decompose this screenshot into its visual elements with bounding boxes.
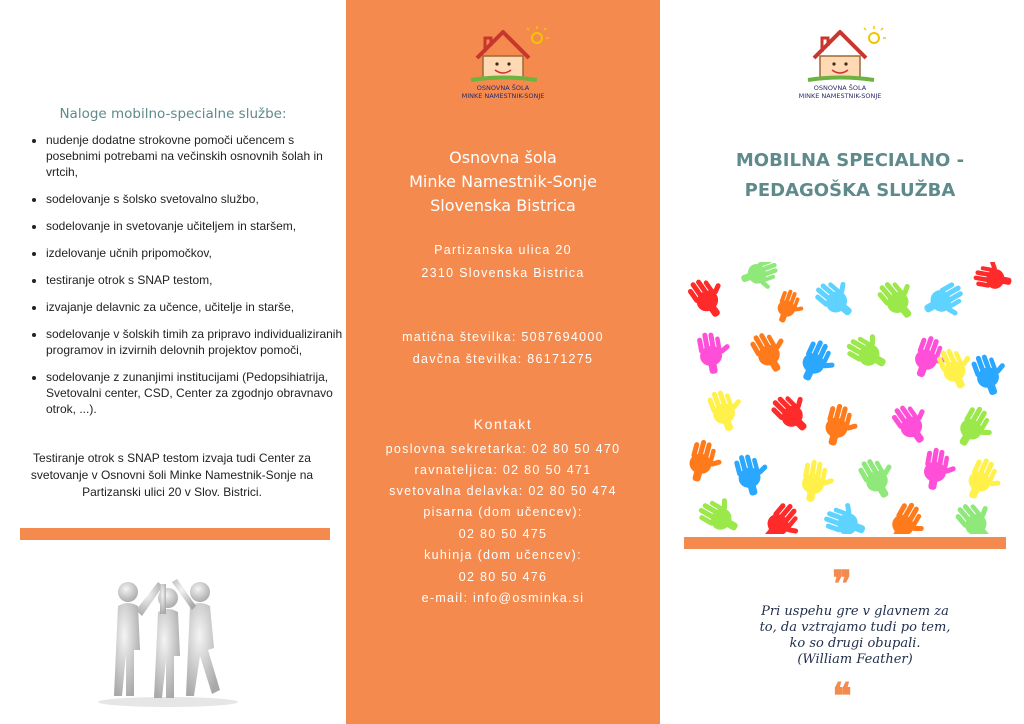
- tasks-list: [28, 132, 346, 428]
- contact-line: pisarna (dom učencev):: [423, 505, 583, 519]
- divider-bar: [20, 528, 330, 540]
- logo-text-2: MINKE NAMESTNIK-SONJE: [461, 92, 545, 100]
- contact-line: kuhinja (dom učencev):: [424, 548, 582, 562]
- list-item: • sodelovanje v šolskih timih za pripravo individualiziranih programov in izvirnih delovnih projektov pomoči,: [46, 326, 346, 358]
- registration-number: matična številka: 5087694000: [402, 330, 604, 344]
- quote-line: Pri uspehu gre v glavnem za: [761, 604, 949, 619]
- list-item: • izvajanje delavnic za učence, učitelje in starše,: [46, 299, 346, 315]
- middle-panel: [346, 0, 660, 724]
- quote-line: to, da vztrajamo tudi po tem,: [759, 620, 951, 635]
- quote-author: (William Feather): [797, 652, 913, 667]
- list-item: • sodelovanje in svetovanje učiteljem in staršem,: [46, 218, 346, 234]
- contact-line: svetovalna delavka: 02 80 50 474: [389, 484, 617, 498]
- colorful-hands-image: [682, 262, 1012, 534]
- contact-heading: Kontakt: [473, 416, 533, 432]
- contact-line: poslovna sekretarka: 02 80 50 470: [385, 442, 621, 456]
- quote: [740, 604, 970, 668]
- divider-bar: [684, 537, 1006, 549]
- contact-line: 02 80 50 475: [458, 527, 548, 541]
- school-logo: [790, 20, 890, 100]
- main-title-line: PEDAGOŠKA SLUŽBA: [744, 180, 956, 201]
- quote-line: ko so drugi obupali.: [789, 636, 921, 651]
- quote-open-icon: ❞: [832, 563, 852, 605]
- list-item: • izdelovanje učnih pripomočkov,: [46, 245, 346, 261]
- tax-number: davčna številka: 86171275: [412, 352, 594, 366]
- left-panel: [0, 0, 346, 724]
- list-item: • sodelovanje s šolsko svetovalno službo,: [46, 191, 346, 207]
- snap-note: Testiranje otrok s SNAP testom izvaja tudi Center za svetovanje v Osnovni šoli Minke Namestnik-Sonje na Partizanski ulici 20 v Slov. Bistrici.: [30, 451, 314, 499]
- main-title-line: MOBILNA SPECIALNO -: [735, 150, 965, 171]
- teamwork-figures-image: [88, 570, 248, 710]
- quote-close-icon: ❝: [832, 675, 852, 717]
- list-item: • testiranje otrok s SNAP testom,: [46, 272, 346, 288]
- contact-line: ravnateljica: 02 80 50 471: [414, 463, 592, 477]
- school-logo: [453, 20, 553, 100]
- school-name: [346, 146, 660, 218]
- right-panel: [660, 0, 1024, 724]
- list-item: • sodelovanje z zunanjimi institucijami (Pedopsihiatrija, Svetovalni center, CSD, Center za zgodnjo obravnavo otrok, ...).: [46, 369, 346, 417]
- school-name-line: Slovenska Bistrica: [430, 196, 576, 215]
- logo-text-2: MINKE NAMESTNIK-SONJE: [798, 92, 882, 100]
- school-name-line: Minke Namestnik-Sonje: [409, 172, 597, 191]
- logo-text-1: OSNOVNA ŠOLA: [813, 84, 867, 92]
- list-item: • nudenje dodatne strokovne pomoči učencem s posebnimi potrebami na večinskih osnovnih šolah in vrtcih,: [46, 132, 346, 180]
- address-street: Partizanska ulica 20: [434, 243, 572, 257]
- main-title: [700, 146, 1000, 206]
- tasks-heading: Naloge mobilno-specialne službe:: [59, 106, 287, 122]
- contact-email: e-mail: info@osminka.si: [421, 591, 585, 605]
- address-city: 2310 Slovenska Bistrica: [421, 266, 585, 280]
- logo-text-1: OSNOVNA ŠOLA: [476, 84, 530, 92]
- school-name-line: Osnovna šola: [449, 148, 557, 167]
- contact-line: 02 80 50 476: [458, 570, 548, 584]
